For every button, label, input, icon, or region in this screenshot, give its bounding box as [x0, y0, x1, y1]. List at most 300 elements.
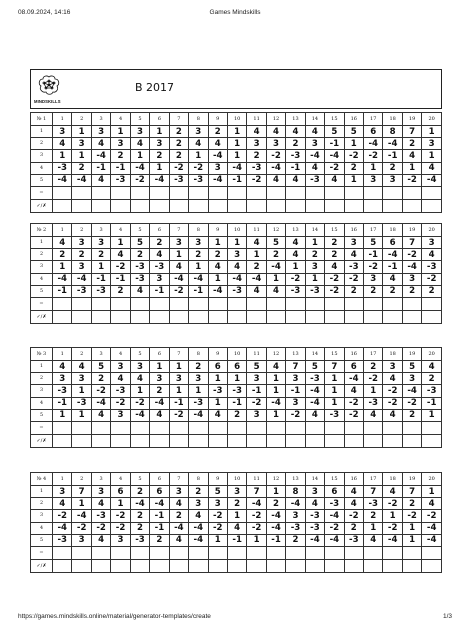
check-cell[interactable]: [266, 434, 285, 447]
check-cell[interactable]: [227, 559, 246, 572]
check-cell[interactable]: [111, 434, 130, 447]
number-cell: 3: [189, 498, 208, 510]
number-cell: -4: [53, 522, 72, 534]
answer-cell[interactable]: [344, 297, 363, 310]
check-cell[interactable]: [111, 199, 130, 212]
number-cell: 4: [402, 150, 421, 162]
answer-cell[interactable]: [247, 546, 266, 559]
answer-cell[interactable]: [266, 297, 285, 310]
number-cell: -2: [111, 510, 130, 522]
number-cell: 2: [422, 373, 442, 385]
number-cell: -4: [169, 273, 188, 285]
number-row: [31, 126, 442, 138]
answer-cell[interactable]: [72, 297, 91, 310]
number-cell: 3: [72, 373, 91, 385]
number-cell: 4: [344, 249, 363, 261]
check-cell[interactable]: [286, 559, 305, 572]
answer-cell[interactable]: [325, 546, 344, 559]
check-cell[interactable]: [364, 559, 383, 572]
check-cell[interactable]: [189, 434, 208, 447]
check-cell[interactable]: [130, 559, 149, 572]
number-cell: -2: [344, 409, 363, 421]
number-cell: 3: [364, 273, 383, 285]
number-cell: 3: [364, 174, 383, 186]
answer-row: [31, 546, 442, 559]
column-header: 9: [208, 113, 227, 126]
answer-cell[interactable]: [286, 546, 305, 559]
answer-cell[interactable]: [422, 546, 442, 559]
answer-cell[interactable]: [189, 186, 208, 199]
check-cell[interactable]: [91, 434, 110, 447]
number-cell: 1: [305, 237, 324, 249]
answer-cell[interactable]: [266, 421, 285, 434]
answer-cell[interactable]: [305, 297, 324, 310]
answer-cell[interactable]: [383, 186, 402, 199]
check-cell[interactable]: [247, 559, 266, 572]
number-cell: -2: [266, 150, 285, 162]
number-cell: 4: [169, 261, 188, 273]
answer-cell[interactable]: [169, 546, 188, 559]
number-cell: -2: [325, 273, 344, 285]
answer-cell[interactable]: [305, 186, 324, 199]
column-header: 6: [150, 224, 169, 237]
number-cell: 5: [208, 486, 227, 498]
check-cell[interactable]: [325, 310, 344, 323]
check-cell[interactable]: [227, 199, 246, 212]
number-cell: 2: [422, 285, 442, 297]
answer-cell[interactable]: [383, 297, 402, 310]
number-row: [31, 510, 442, 522]
number-cell: -1: [422, 397, 442, 409]
answer-cell[interactable]: [266, 186, 285, 199]
answer-cell[interactable]: [344, 546, 363, 559]
answer-cell[interactable]: [364, 297, 383, 310]
number-cell: -3: [344, 534, 363, 546]
check-cell[interactable]: [383, 434, 402, 447]
answer-cell[interactable]: [169, 186, 188, 199]
number-row: [31, 409, 442, 421]
answer-cell[interactable]: [383, 546, 402, 559]
column-header: 8: [189, 348, 208, 361]
check-cell[interactable]: [91, 310, 110, 323]
number-row: [31, 150, 442, 162]
number-cell: 1: [227, 126, 246, 138]
check-cell[interactable]: [208, 199, 227, 212]
number-cell: 1: [189, 261, 208, 273]
number-cell: 1: [305, 273, 324, 285]
number-cell: -2: [422, 273, 442, 285]
answer-cell[interactable]: [247, 297, 266, 310]
number-cell: 4: [150, 409, 169, 421]
answer-cell[interactable]: [422, 421, 442, 434]
answer-cell[interactable]: [169, 421, 188, 434]
check-cell[interactable]: [53, 434, 72, 447]
number-cell: -3: [422, 261, 442, 273]
number-cell: 3: [189, 126, 208, 138]
check-cell[interactable]: [344, 434, 363, 447]
column-header: 20: [422, 348, 442, 361]
column-header: 10: [227, 224, 246, 237]
number-cell: 1: [189, 385, 208, 397]
number-cell: 4: [344, 498, 363, 510]
check-cell[interactable]: [53, 310, 72, 323]
number-cell: 4: [344, 385, 363, 397]
answer-cell[interactable]: [286, 297, 305, 310]
check-cell[interactable]: [422, 559, 442, 572]
check-cell[interactable]: [383, 199, 402, 212]
answer-cell[interactable]: [130, 297, 149, 310]
answer-cell[interactable]: [402, 297, 421, 310]
number-cell: -4: [383, 138, 402, 150]
check-cell[interactable]: [266, 199, 285, 212]
column-header: 18: [383, 113, 402, 126]
number-cell: 3: [111, 409, 130, 421]
check-cell[interactable]: [383, 559, 402, 572]
number-cell: 4: [422, 249, 442, 261]
check-row-label: ✓/✗: [31, 310, 53, 323]
answer-cell[interactable]: [208, 546, 227, 559]
answer-cell[interactable]: [72, 546, 91, 559]
answer-cell[interactable]: [150, 421, 169, 434]
number-cell: -4: [305, 534, 324, 546]
answer-cell[interactable]: [189, 546, 208, 559]
check-cell[interactable]: [208, 310, 227, 323]
number-cell: -1: [91, 162, 110, 174]
row-label: 1: [31, 486, 53, 498]
number-cell: 2: [227, 409, 246, 421]
answer-cell[interactable]: [111, 186, 130, 199]
number-cell: -4: [208, 285, 227, 297]
number-cell: -4: [53, 174, 72, 186]
number-cell: 1: [227, 373, 246, 385]
check-cell[interactable]: [189, 310, 208, 323]
answer-cell[interactable]: [91, 421, 110, 434]
answer-cell[interactable]: [111, 421, 130, 434]
number-cell: 3: [227, 249, 246, 261]
column-header: 10: [227, 113, 246, 126]
number-cell: 2: [189, 249, 208, 261]
number-cell: -3: [286, 150, 305, 162]
check-cell[interactable]: [169, 559, 188, 572]
answer-cell[interactable]: [91, 546, 110, 559]
row-label: 3: [31, 385, 53, 397]
check-cell[interactable]: [208, 559, 227, 572]
check-cell[interactable]: [266, 310, 285, 323]
answer-cell[interactable]: [364, 421, 383, 434]
number-cell: 5: [402, 361, 421, 373]
answer-cell[interactable]: [325, 186, 344, 199]
column-header: 1: [53, 224, 72, 237]
answer-cell[interactable]: [72, 186, 91, 199]
answer-cell[interactable]: [208, 297, 227, 310]
check-cell[interactable]: [111, 559, 130, 572]
answer-cell[interactable]: [169, 297, 188, 310]
answer-cell[interactable]: [364, 186, 383, 199]
number-cell: 3: [305, 486, 324, 498]
answer-cell[interactable]: [325, 297, 344, 310]
check-cell[interactable]: [325, 434, 344, 447]
number-cell: 7: [325, 361, 344, 373]
check-cell[interactable]: [227, 434, 246, 447]
answer-cell[interactable]: [130, 421, 149, 434]
answer-cell[interactable]: [247, 421, 266, 434]
answer-cell[interactable]: [266, 546, 285, 559]
number-cell: 3: [227, 486, 246, 498]
answer-cell[interactable]: [305, 421, 324, 434]
number-cell: 3: [150, 373, 169, 385]
check-cell[interactable]: [91, 199, 110, 212]
number-cell: 1: [111, 126, 130, 138]
check-cell[interactable]: [402, 559, 421, 572]
number-cell: 3: [169, 373, 188, 385]
answer-cell[interactable]: [325, 421, 344, 434]
answer-cell[interactable]: [130, 186, 149, 199]
check-cell[interactable]: [402, 199, 421, 212]
number-cell: 2: [130, 510, 149, 522]
number-cell: 3: [286, 397, 305, 409]
check-cell[interactable]: [247, 434, 266, 447]
number-cell: 2: [227, 498, 246, 510]
number-cell: -2: [189, 162, 208, 174]
number-cell: -4: [305, 385, 324, 397]
number-cell: 4: [208, 261, 227, 273]
number-cell: 3: [286, 373, 305, 385]
number-cell: 3: [266, 138, 285, 150]
check-cell[interactable]: [422, 434, 442, 447]
number-cell: 4: [422, 498, 442, 510]
number-cell: -4: [383, 249, 402, 261]
check-cell[interactable]: [286, 199, 305, 212]
number-cell: 4: [305, 162, 324, 174]
header-row: [31, 224, 442, 237]
answer-cell[interactable]: [227, 297, 246, 310]
number-cell: -2: [247, 397, 266, 409]
answer-cell[interactable]: [227, 186, 246, 199]
number-cell: 1: [247, 249, 266, 261]
check-cell[interactable]: [364, 310, 383, 323]
check-cell[interactable]: [286, 310, 305, 323]
answer-cell[interactable]: [91, 297, 110, 310]
answer-cell[interactable]: [111, 297, 130, 310]
check-cell[interactable]: [305, 434, 324, 447]
check-cell[interactable]: [344, 199, 363, 212]
answer-cell[interactable]: [150, 186, 169, 199]
number-cell: -4: [130, 162, 149, 174]
number-cell: 1: [344, 138, 363, 150]
number-cell: 3: [422, 237, 442, 249]
check-cell[interactable]: [130, 310, 149, 323]
number-cell: -3: [247, 162, 266, 174]
row-label: 5: [31, 534, 53, 546]
number-cell: 4: [383, 486, 402, 498]
number-cell: -3: [305, 522, 324, 534]
answer-cell[interactable]: [402, 421, 421, 434]
number-cell: 7: [72, 486, 91, 498]
number-cell: -1: [227, 397, 246, 409]
check-cell[interactable]: [53, 559, 72, 572]
check-cell[interactable]: [325, 199, 344, 212]
number-cell: -2: [72, 522, 91, 534]
number-cell: 6: [344, 361, 363, 373]
number-cell: 7: [247, 486, 266, 498]
number-cell: -4: [53, 273, 72, 285]
check-cell[interactable]: [422, 199, 442, 212]
number-cell: 4: [72, 361, 91, 373]
check-cell[interactable]: [344, 559, 363, 572]
number-cell: 2: [344, 162, 363, 174]
check-cell[interactable]: [247, 199, 266, 212]
check-cell[interactable]: [130, 434, 149, 447]
answer-cell[interactable]: [53, 421, 72, 434]
header-row: [31, 113, 442, 126]
check-cell[interactable]: [325, 559, 344, 572]
check-cell[interactable]: [364, 434, 383, 447]
answer-cell[interactable]: [72, 421, 91, 434]
check-cell[interactable]: [247, 310, 266, 323]
answer-cell[interactable]: [344, 186, 363, 199]
check-cell[interactable]: [169, 310, 188, 323]
answer-cell[interactable]: [286, 186, 305, 199]
answer-cell[interactable]: [150, 546, 169, 559]
answer-cell[interactable]: [53, 546, 72, 559]
number-cell: 1: [169, 385, 188, 397]
number-cell: 1: [383, 510, 402, 522]
number-cell: 2: [383, 162, 402, 174]
answer-cell[interactable]: [91, 186, 110, 199]
number-cell: -4: [344, 373, 363, 385]
check-cell[interactable]: [305, 310, 324, 323]
number-cell: 4: [247, 285, 266, 297]
check-cell[interactable]: [150, 199, 169, 212]
check-cell[interactable]: [422, 310, 442, 323]
answer-cell[interactable]: [422, 186, 442, 199]
check-cell[interactable]: [364, 199, 383, 212]
number-cell: 2: [169, 510, 188, 522]
answer-cell[interactable]: [247, 186, 266, 199]
answer-cell[interactable]: [53, 186, 72, 199]
check-cell[interactable]: [189, 559, 208, 572]
row-label: 2: [31, 373, 53, 385]
number-cell: -1: [325, 138, 344, 150]
number-cell: 1: [169, 361, 188, 373]
number-cell: -2: [402, 249, 421, 261]
number-cell: 5: [305, 361, 324, 373]
check-cell[interactable]: [150, 559, 169, 572]
column-header: 11: [247, 473, 266, 486]
answer-cell[interactable]: [111, 546, 130, 559]
answer-cell[interactable]: [422, 297, 442, 310]
column-header: 13: [286, 348, 305, 361]
check-cell[interactable]: [53, 199, 72, 212]
number-cell: 2: [247, 150, 266, 162]
check-cell[interactable]: [130, 199, 149, 212]
number-cell: -4: [150, 174, 169, 186]
row-label: 4: [31, 162, 53, 174]
number-cell: 1: [266, 486, 285, 498]
column-header: 5: [130, 113, 149, 126]
column-header: 9: [208, 473, 227, 486]
column-header: 14: [305, 224, 324, 237]
check-cell[interactable]: [305, 559, 324, 572]
check-cell[interactable]: [383, 310, 402, 323]
check-cell[interactable]: [208, 434, 227, 447]
check-cell[interactable]: [189, 199, 208, 212]
number-cell: 1: [266, 373, 285, 385]
answer-row-label: =: [31, 421, 53, 434]
check-cell[interactable]: [72, 434, 91, 447]
number-cell: 1: [72, 385, 91, 397]
answer-cell[interactable]: [305, 546, 324, 559]
number-cell: -3: [72, 397, 91, 409]
answer-cell[interactable]: [402, 186, 421, 199]
number-cell: 2: [72, 249, 91, 261]
number-cell: 1: [402, 162, 421, 174]
number-cell: 4: [91, 498, 110, 510]
check-cell[interactable]: [169, 434, 188, 447]
answer-cell[interactable]: [150, 297, 169, 310]
answer-cell[interactable]: [189, 297, 208, 310]
check-cell[interactable]: [402, 310, 421, 323]
answer-cell[interactable]: [208, 421, 227, 434]
answer-cell[interactable]: [364, 546, 383, 559]
number-cell: -4: [247, 498, 266, 510]
number-cell: 4: [247, 237, 266, 249]
number-cell: -2: [247, 522, 266, 534]
number-cell: -3: [189, 174, 208, 186]
check-cell[interactable]: [150, 310, 169, 323]
header-row: [31, 348, 442, 361]
row-label: 2: [31, 138, 53, 150]
answer-cell[interactable]: [227, 546, 246, 559]
answer-cell[interactable]: [286, 421, 305, 434]
check-cell[interactable]: [111, 310, 130, 323]
check-cell[interactable]: [266, 559, 285, 572]
check-cell[interactable]: [72, 199, 91, 212]
check-cell[interactable]: [72, 310, 91, 323]
answer-cell[interactable]: [208, 186, 227, 199]
answer-cell[interactable]: [344, 421, 363, 434]
card-label: № 4: [31, 473, 53, 486]
answer-cell[interactable]: [130, 546, 149, 559]
column-header: 13: [286, 473, 305, 486]
check-cell[interactable]: [227, 310, 246, 323]
answer-row-label: =: [31, 186, 53, 199]
number-cell: -4: [208, 150, 227, 162]
answer-cell[interactable]: [402, 546, 421, 559]
number-cell: 1: [130, 385, 149, 397]
answer-cell[interactable]: [227, 421, 246, 434]
check-cell[interactable]: [72, 559, 91, 572]
check-cell[interactable]: [286, 434, 305, 447]
row-label: 2: [31, 249, 53, 261]
number-cell: 4: [364, 409, 383, 421]
answer-cell[interactable]: [189, 421, 208, 434]
number-cell: -1: [286, 385, 305, 397]
answer-cell[interactable]: [53, 297, 72, 310]
number-cell: 2: [266, 249, 285, 261]
number-cell: 1: [189, 150, 208, 162]
check-cell[interactable]: [91, 559, 110, 572]
answer-cell[interactable]: [383, 421, 402, 434]
number-cell: 1: [325, 373, 344, 385]
check-cell[interactable]: [150, 434, 169, 447]
number-cell: 1: [422, 150, 442, 162]
check-cell[interactable]: [305, 199, 324, 212]
check-cell[interactable]: [402, 434, 421, 447]
check-cell[interactable]: [344, 310, 363, 323]
number-cell: 1: [286, 261, 305, 273]
check-cell[interactable]: [169, 199, 188, 212]
